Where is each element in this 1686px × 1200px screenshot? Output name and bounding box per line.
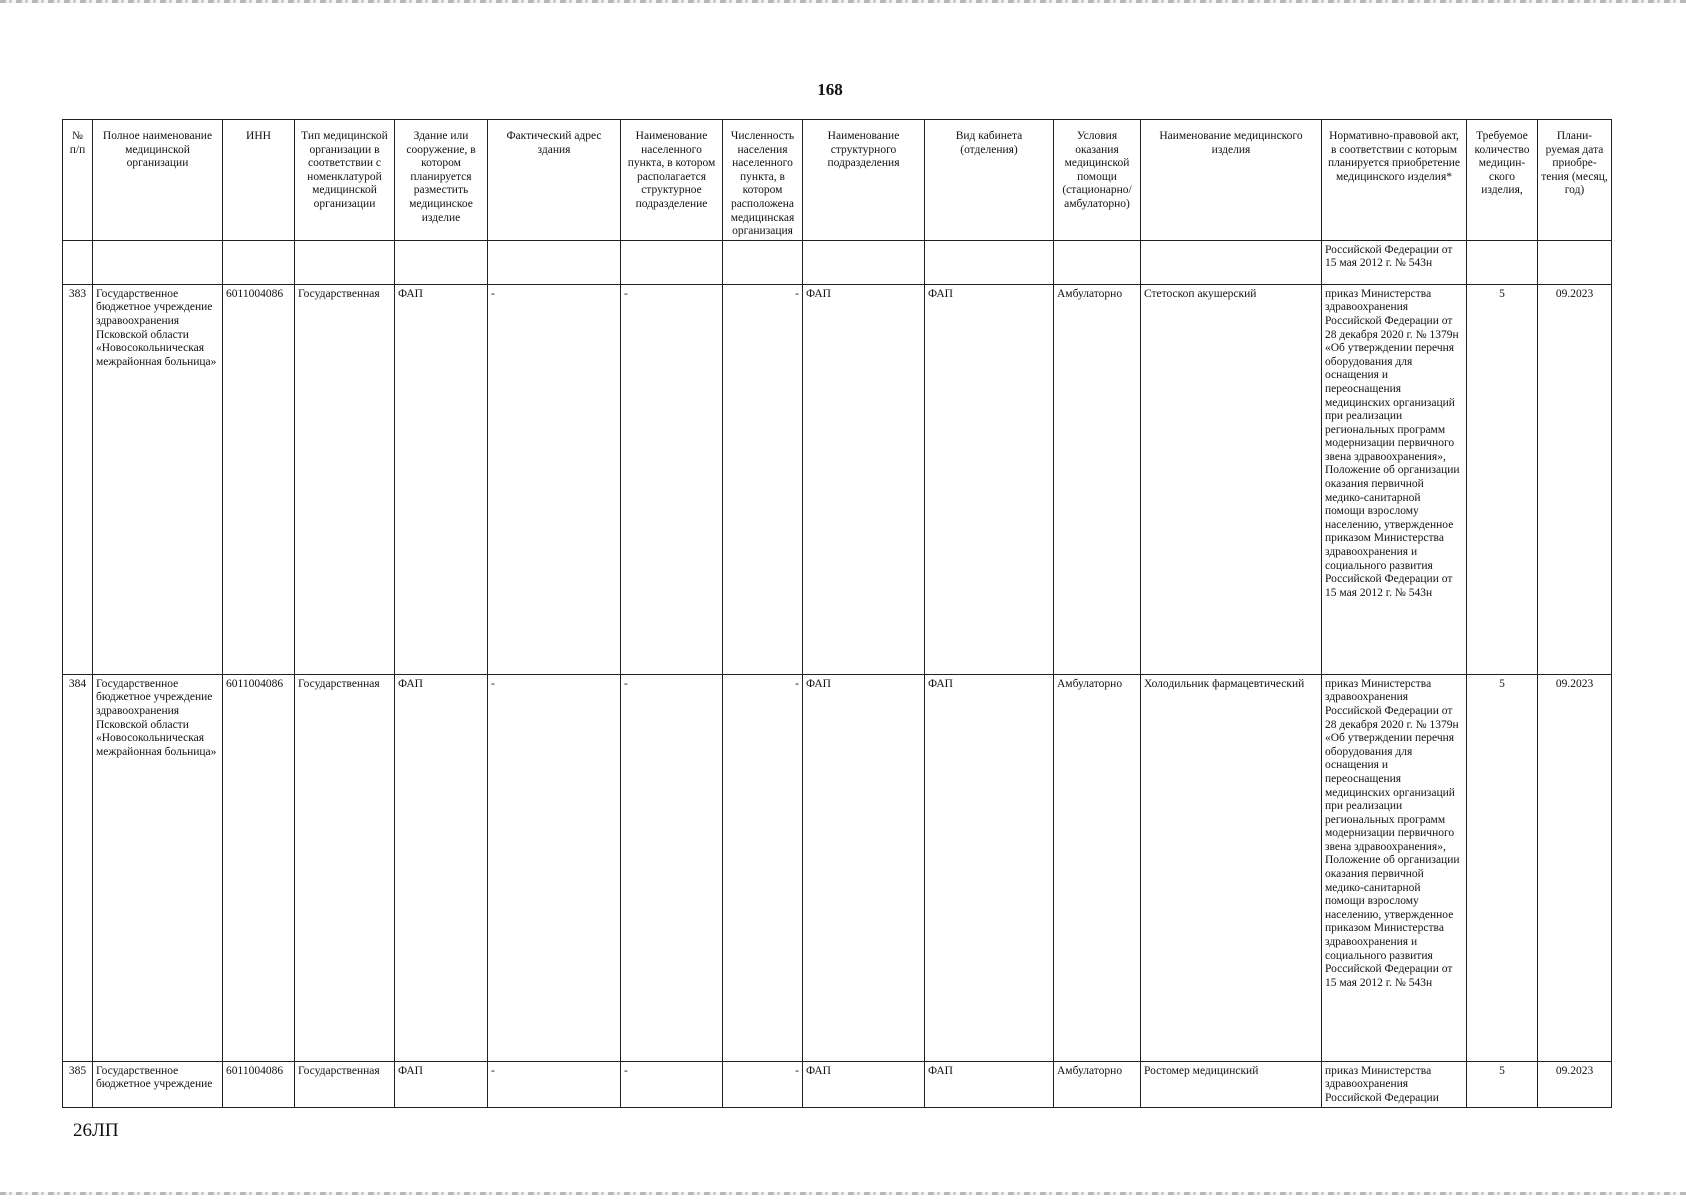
cell-locality: - — [621, 1061, 723, 1107]
cell-num: 383 — [63, 284, 93, 674]
cell-conditions: Амбулаторно — [1054, 284, 1141, 674]
cell-address: - — [488, 674, 621, 1061]
cell-inn: 6011004086 — [223, 284, 295, 674]
col-header-population: Численность населения населенного пункта, в котором расположена медицинская организация — [723, 120, 803, 241]
cell-device: Стетоскоп акушерский — [1141, 284, 1322, 674]
cell-device: Ростомер медицинский — [1141, 1061, 1322, 1107]
cell-locality: - — [621, 674, 723, 1061]
table-row — [63, 1061, 1612, 1107]
cell-org: Государственное бюджетное учреждение — [93, 1061, 223, 1107]
table-row — [63, 284, 1612, 674]
cell-date: 09.2023 — [1538, 284, 1612, 674]
scan-edge-top — [0, 0, 1686, 3]
cell-cabinet: ФАП — [925, 674, 1054, 1061]
cell-date: 09.2023 — [1538, 674, 1612, 1061]
cell-conditions: Амбулаторно — [1054, 1061, 1141, 1107]
continuation-row — [63, 240, 1612, 284]
col-header-conditions: Условия оказания медицинской помощи (стационарно/ амбулаторно) — [1054, 120, 1141, 241]
col-header-device: Наименование медицинского изделия — [1141, 120, 1322, 241]
col-header-date: Плани-руемая дата приобре-тения (месяц, год) — [1538, 120, 1612, 241]
cell-legal-act: приказ Министерства здравоохранения Российской Федерации от 28 декабря 2020 г. № 1379н «Об утверждении перечня оборудования для оснащения и переоснащения медицинских организаций при реализации региональных программ модернизации первичного звена здравоохранения», Положение об организации оказания первичной медико-санитарной помощи взрослому населению, утвержденное приказом Министерства здравоохранения и социального развития Российской Федерации от 15 мая 2012 г. № 543н — [1322, 284, 1467, 674]
cell-qty: 5 — [1467, 674, 1538, 1061]
cell-building: ФАП — [395, 1061, 488, 1107]
cell-inn: 6011004086 — [223, 674, 295, 1061]
col-header-locality: Наименование населенного пункта, в котором располагается структурное подразделение — [621, 120, 723, 241]
equipment-register-table — [62, 119, 1612, 1108]
cell-population: - — [723, 1061, 803, 1107]
cell-subdivision: ФАП — [803, 1061, 925, 1107]
cell-num: 385 — [63, 1061, 93, 1107]
cell-cabinet: ФАП — [925, 1061, 1054, 1107]
col-header-qty: Требуемое количество медицин-ского изделия, — [1467, 120, 1538, 241]
cell-qty: 5 — [1467, 1061, 1538, 1107]
cell-date: 09.2023 — [1538, 1061, 1612, 1107]
col-header-legal-act: Нормативно-правовой акт, в соответствии с которым планируется приобретение медицинского изделия* — [1322, 120, 1467, 241]
col-header-address: Фактический адрес здания — [488, 120, 621, 241]
cell-conditions: Амбулаторно — [1054, 674, 1141, 1061]
footer-document-code: 26ЛП — [73, 1120, 119, 1141]
cell-legal-act: приказ Министерства здравоохранения Российской Федерации от 28 декабря 2020 г. № 1379н «Об утверждении перечня оборудования для оснащения и переоснащения медицинских организаций при реализации региональных программ модернизации первичного звена здравоохранения», Положение об организации оказания первичной медико-санитарной помощи взрослому населению, утвержденное приказом Министерства здравоохранения и социального развития Российской Федерации от 15 мая 2012 г. № 543н — [1322, 674, 1467, 1061]
col-header-num: № п/п — [63, 120, 93, 241]
cell-type: Государственная — [295, 674, 395, 1061]
col-header-type: Тип медицинской организации в соответствии с номенклатурой медицинской организации — [295, 120, 395, 241]
cell-locality: - — [621, 284, 723, 674]
cell-building: ФАП — [395, 674, 488, 1061]
cell-address: - — [488, 1061, 621, 1107]
col-header-subdivision: Наименование структурного подразделения — [803, 120, 925, 241]
cell-legal-act: приказ Министерства здравоохранения Российской Федерации — [1322, 1061, 1467, 1107]
scan-edge-bottom — [0, 1192, 1686, 1195]
col-header-org: Полное наименование медицинской организации — [93, 120, 223, 241]
cell-legal-act: Российской Федерации от 15 мая 2012 г. № 543н — [1322, 240, 1467, 284]
cell-org: Государственное бюджетное учреждение здравоохранения Псковской области «Новосокольническая межрайонная больница» — [93, 284, 223, 674]
table-row — [63, 674, 1612, 1061]
cell-population: - — [723, 674, 803, 1061]
cell-population: - — [723, 284, 803, 674]
cell-subdivision: ФАП — [803, 674, 925, 1061]
cell-org: Государственное бюджетное учреждение здравоохранения Псковской области «Новосокольническая межрайонная больница» — [93, 674, 223, 1061]
cell-qty: 5 — [1467, 284, 1538, 674]
cell-num: 384 — [63, 674, 93, 1061]
cell-subdivision: ФАП — [803, 284, 925, 674]
cell-cabinet: ФАП — [925, 284, 1054, 674]
col-header-building: Здание или сооружение, в котором планируется разместить медицинское изделие — [395, 120, 488, 241]
cell-device: Холодильник фармацевтический — [1141, 674, 1322, 1061]
cell-inn: 6011004086 — [223, 1061, 295, 1107]
col-header-cabinet: Вид кабинета (отделения) — [925, 120, 1054, 241]
cell-type: Государственная — [295, 1061, 395, 1107]
header-row — [63, 120, 1612, 241]
col-header-inn: ИНН — [223, 120, 295, 241]
cell-address: - — [488, 284, 621, 674]
cell-type: Государственная — [295, 284, 395, 674]
page-number: 168 — [817, 80, 843, 99]
cell-building: ФАП — [395, 284, 488, 674]
